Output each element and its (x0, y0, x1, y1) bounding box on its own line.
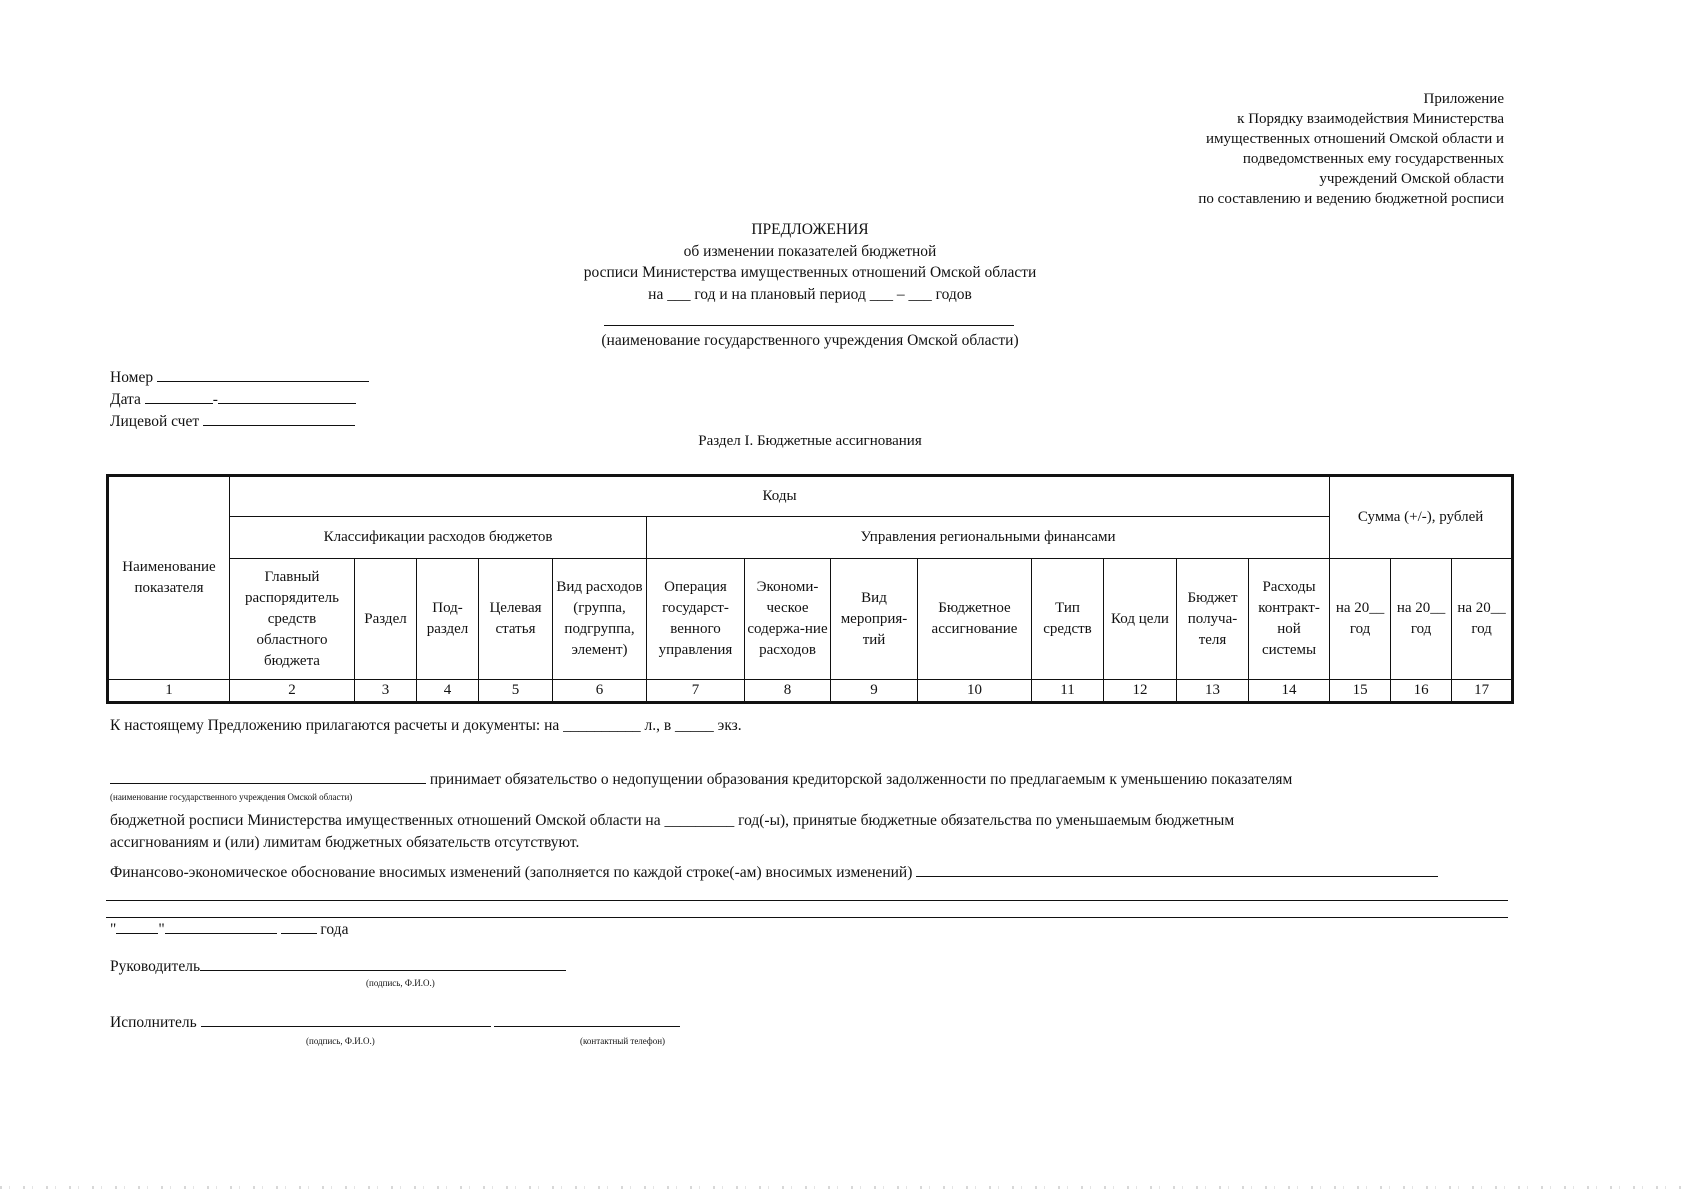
obligation-caption: (наименование государственного учреждения Омской области) (110, 792, 353, 802)
document-title (0, 219, 1620, 305)
justification-line (110, 862, 1438, 882)
column-number: 4 (417, 680, 479, 703)
header-funds-type: Тип средств (1032, 559, 1104, 680)
title-line: об изменении показателей бюджетной (683, 242, 937, 260)
title-heading: ПРЕДЛОЖЕНИЯ (751, 221, 869, 238)
header-sum: Сумма (+/-), рублей (1330, 476, 1513, 559)
institution-input-line[interactable] (110, 769, 426, 784)
head-signature-line (110, 956, 566, 976)
head-signature-input[interactable] (200, 956, 566, 971)
date-day-line[interactable] (145, 389, 213, 404)
number-label: Номер (110, 369, 154, 386)
column-number: 6 (553, 680, 647, 703)
header-expense-type: Вид расходов (группа, подгруппа, элемент) (553, 559, 647, 680)
header-indicator-name: Наименование показателя (108, 476, 230, 680)
column-number: 15 (1330, 680, 1391, 703)
annex-line: имущественных отношений Омской области и (1206, 131, 1504, 147)
column-number: 5 (479, 680, 553, 703)
date-quote-open: " (110, 921, 117, 938)
date-year-input[interactable] (281, 919, 317, 934)
title-line: росписи Министерства имущественных отношений Омской области (583, 264, 1037, 281)
column-number: 1 (108, 680, 230, 703)
justification-rule[interactable] (106, 900, 1508, 901)
column-number: 16 (1391, 680, 1452, 703)
scan-edge-noise (0, 1186, 1686, 1189)
obligation-line (110, 769, 1292, 789)
executor-signature-input[interactable] (201, 1012, 491, 1027)
header-contract-system: Расходы контракт-ной системы (1249, 559, 1330, 680)
column-number: 17 (1452, 680, 1513, 703)
budget-allocations-table (106, 474, 1514, 704)
annex-line: учреждений Омской области (1319, 171, 1504, 187)
number-field (110, 367, 369, 387)
account-label: Лицевой счет (110, 413, 200, 430)
title-period-line: на ___ год и на плановый период ___ – ___ годов (648, 285, 972, 303)
column-number: 7 (647, 680, 745, 703)
header-regional-group: Управления региональными финансами (647, 517, 1330, 559)
header-goal-code: Код цели (1104, 559, 1177, 680)
date-label: Дата (110, 391, 141, 408)
header-budget-allocation: Бюджетное ассигнование (918, 559, 1032, 680)
attachments-line: К настоящему Предложению прилагаются расчеты и документы: на __________ л., в _____ экз. (110, 717, 742, 734)
header-year-1: на 20__ год (1330, 559, 1391, 680)
date-rest-line[interactable] (218, 389, 356, 404)
header-year-3: на 20__ год (1452, 559, 1513, 680)
header-codes: Коды (230, 476, 1330, 517)
annex-line: к Порядку взаимодействия Министерства (1237, 111, 1504, 127)
header-economic-content: Экономи-ческое содержа-ние расходов (745, 559, 831, 680)
executor-caption-phone: (контактный телефон) (580, 1036, 666, 1046)
date-year-word: года (320, 921, 349, 938)
date-field (110, 389, 356, 409)
annex-line: по составлению и ведению бюджетной росписи (1198, 191, 1504, 207)
date-quote-close: " (158, 921, 165, 938)
date-month-input[interactable] (165, 919, 277, 934)
header-classification-group: Классификации расходов бюджетов (230, 517, 647, 559)
column-number: 10 (918, 680, 1032, 703)
obligation-line-3: ассигнованиям и (или) лимитам бюджетных обязательств отсутствуют. (110, 834, 580, 851)
annex-line: подведомственных ему государственных (1242, 151, 1504, 167)
institution-name-line[interactable] (604, 325, 1014, 326)
executor-phone-input[interactable] (494, 1012, 680, 1027)
executor-signature-line (110, 1012, 680, 1032)
column-number: 2 (230, 680, 355, 703)
obligation-line-2: бюджетной росписи Министерства имущественных отношений Омской области на _________ год(-ы), принятые бюджетные обязательства по уменьшаемым бюджетным (110, 812, 1235, 829)
column-number: 8 (745, 680, 831, 703)
executor-label: Исполнитель (110, 1014, 197, 1031)
number-input-line[interactable] (157, 367, 369, 382)
header-section: Раздел (355, 559, 417, 680)
signature-date-line (110, 919, 348, 939)
head-label: Руководитель (110, 958, 201, 975)
header-target-article: Целевая статья (479, 559, 553, 680)
section-title: Раздел I. Бюджетные ассигнования (698, 433, 922, 449)
account-field (110, 411, 355, 431)
column-number: 13 (1177, 680, 1249, 703)
column-number: 3 (355, 680, 417, 703)
annex-line: Приложение (1423, 91, 1504, 107)
account-input-line[interactable] (203, 411, 355, 426)
justification-label: Финансово-экономическое обоснование вносимых изменений (заполняется по каждой строке(-ам) вносимых изменений) (110, 864, 913, 881)
header-subsection: Под-раздел (417, 559, 479, 680)
column-number: 9 (831, 680, 918, 703)
column-number: 14 (1249, 680, 1330, 703)
header-year-2: на 20__ год (1391, 559, 1452, 680)
header-operation: Операция государст-венного управления (647, 559, 745, 680)
header-recipient-budget: Бюджет получа-теля (1177, 559, 1249, 680)
header-main-manager: Главный распорядитель средств областного бюджета (230, 559, 355, 680)
column-number: 12 (1104, 680, 1177, 703)
justification-input-line[interactable] (916, 862, 1438, 877)
date-day-input[interactable] (116, 919, 158, 934)
institution-caption: (наименование государственного учреждения Омской области) (601, 332, 1019, 349)
column-number: 11 (1032, 680, 1104, 703)
date-separator: - (212, 391, 218, 408)
header-activity-type: Вид мероприя-тий (831, 559, 918, 680)
head-caption: (подпись, Ф.И.О.) (366, 978, 435, 988)
annex-header (1198, 89, 1504, 209)
obligation-text: принимает обязательство о недопущении образования кредиторской задолженности по предлагаемым к уменьшению показателям (429, 771, 1293, 788)
executor-caption-sign: (подпись, Ф.И.О.) (306, 1036, 375, 1046)
justification-rule[interactable] (106, 917, 1508, 918)
